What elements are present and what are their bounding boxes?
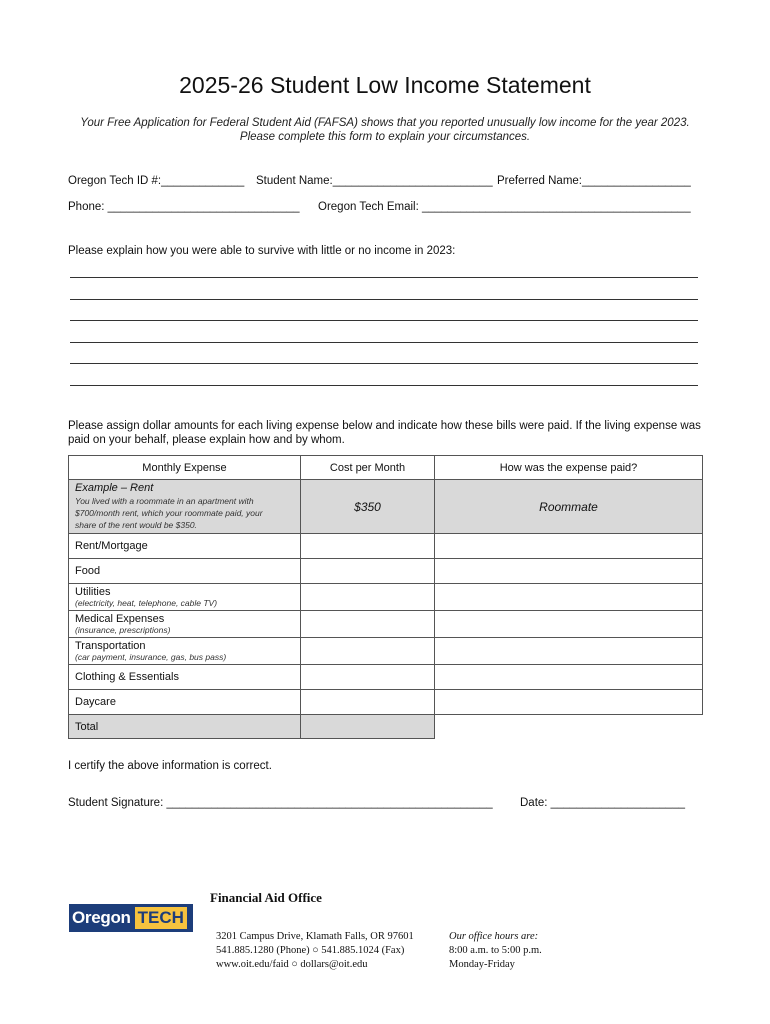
page-title: 2025-26 Student Low Income Statement: [179, 72, 591, 98]
row-label-utilities-cell: [69, 584, 301, 611]
rent-paid-cell[interactable]: [435, 534, 703, 559]
table-row: [69, 638, 703, 665]
office-web-email: www.oit.edu/faid ○ dollars@oit.edu: [216, 959, 368, 970]
office-hours: [449, 930, 542, 972]
medical-subtext: (insurance, prescriptions): [75, 625, 171, 635]
logo-text-oregon: Oregon: [72, 908, 131, 927]
total-empty-cell: [435, 715, 703, 739]
example-cost: $350: [301, 480, 435, 534]
medical-cost-cell[interactable]: [301, 611, 435, 638]
example-desc-3: share of the rent would be $350.: [75, 520, 197, 530]
example-row: [69, 480, 703, 534]
clothing-cost-cell[interactable]: [301, 665, 435, 690]
preferred-name-field[interactable]: Preferred Name:_________________: [497, 175, 691, 187]
table-row: [69, 534, 703, 559]
row-label-total: Total: [69, 715, 301, 739]
transportation-paid-cell[interactable]: [435, 638, 703, 665]
example-title: Example – Rent: [75, 482, 154, 494]
intro-line-1: Your Free Application for Federal Student Aid (FAFSA) shows that you reported unusually low income for the year 2023.: [80, 117, 690, 129]
row-label-medical: Medical Expenses: [75, 613, 165, 625]
date-field[interactable]: Date: _____________________: [520, 797, 685, 809]
example-desc-2: $700/month rent, which your roommate paid, your: [75, 508, 263, 518]
intro-line-2: Please complete this form to explain your circumstances.: [239, 131, 531, 143]
assign-prompt-line-1: Please assign dollar amounts for each living expense below and indicate how these bills were paid. If the living expense was: [68, 420, 701, 432]
logo-text-tech: TECH: [135, 907, 187, 929]
rent-cost-cell[interactable]: [301, 534, 435, 559]
example-paid: Roommate: [435, 480, 703, 534]
header-cost-per-month: Cost per Month: [301, 456, 435, 480]
utilities-subtext: (electricity, heat, telephone, cable TV): [75, 598, 218, 608]
assign-prompt-line-2: paid on your behalf, please explain how and by whom.: [68, 434, 345, 446]
office-hours-days: Monday-Friday: [449, 959, 515, 970]
example-label-cell: [69, 480, 301, 534]
explanation-line-4[interactable]: [70, 342, 698, 343]
medical-paid-cell[interactable]: [435, 611, 703, 638]
table-row: [69, 611, 703, 638]
table-row: [69, 584, 703, 611]
header-how-paid: How was the expense paid?: [435, 456, 703, 480]
office-phone-fax: 541.885.1280 (Phone) ○ 541.885.1024 (Fax): [216, 945, 405, 956]
utilities-paid-cell[interactable]: [435, 584, 703, 611]
row-label-transportation: Transportation: [75, 640, 146, 652]
student-name-field[interactable]: Student Name:_________________________: [256, 175, 493, 187]
oregon-tech-logo: [69, 904, 193, 932]
food-cost-cell[interactable]: [301, 559, 435, 584]
intro-text: [0, 116, 770, 144]
daycare-cost-cell[interactable]: [301, 690, 435, 715]
explanation-line-1[interactable]: [70, 277, 698, 278]
row-label-medical-cell: [69, 611, 301, 638]
table-row: [69, 665, 703, 690]
clothing-paid-cell[interactable]: [435, 665, 703, 690]
table-row: [69, 559, 703, 584]
financial-aid-office-heading: Financial Aid Office: [210, 890, 322, 905]
explanation-line-6[interactable]: [70, 385, 698, 386]
utilities-cost-cell[interactable]: [301, 584, 435, 611]
office-hours-heading: Our office hours are:: [449, 931, 539, 942]
office-contact: [216, 930, 414, 972]
explanation-line-5[interactable]: [70, 363, 698, 364]
total-row: [69, 715, 703, 739]
row-label-clothing: Clothing & Essentials: [69, 665, 301, 690]
food-paid-cell[interactable]: [435, 559, 703, 584]
total-cost-cell[interactable]: [301, 715, 435, 739]
example-desc-1: You lived with a roommate in an apartment with: [75, 496, 254, 506]
explain-prompt: Please explain how you were able to survive with little or no income in 2023:: [68, 245, 456, 257]
row-label-food: Food: [69, 559, 301, 584]
expense-table: [68, 455, 703, 739]
row-label-daycare: Daycare: [69, 690, 301, 715]
student-signature-field[interactable]: Student Signature: ___________________________________________________: [68, 797, 493, 809]
row-label-utilities: Utilities: [75, 586, 111, 598]
row-label-rent: Rent/Mortgage: [69, 534, 301, 559]
oregon-tech-email-field[interactable]: Oregon Tech Email: __________________________________________: [318, 201, 691, 213]
office-address: 3201 Campus Drive, Klamath Falls, OR 97601: [216, 931, 414, 942]
office-hours-time: 8:00 a.m. to 5:00 p.m.: [449, 945, 542, 956]
explanation-line-3[interactable]: [70, 320, 698, 321]
phone-field[interactable]: Phone: ______________________________: [68, 201, 300, 213]
transportation-subtext: (car payment, insurance, gas, bus pass): [75, 652, 227, 662]
table-header-row: [69, 456, 703, 480]
header-monthly-expense: Monthly Expense: [69, 456, 301, 480]
explanation-line-2[interactable]: [70, 299, 698, 300]
daycare-paid-cell[interactable]: [435, 690, 703, 715]
transportation-cost-cell[interactable]: [301, 638, 435, 665]
certify-statement: I certify the above information is correct.: [68, 760, 272, 772]
table-row: [69, 690, 703, 715]
row-label-transportation-cell: [69, 638, 301, 665]
oregon-tech-id-field[interactable]: Oregon Tech ID #:_____________: [68, 175, 245, 187]
